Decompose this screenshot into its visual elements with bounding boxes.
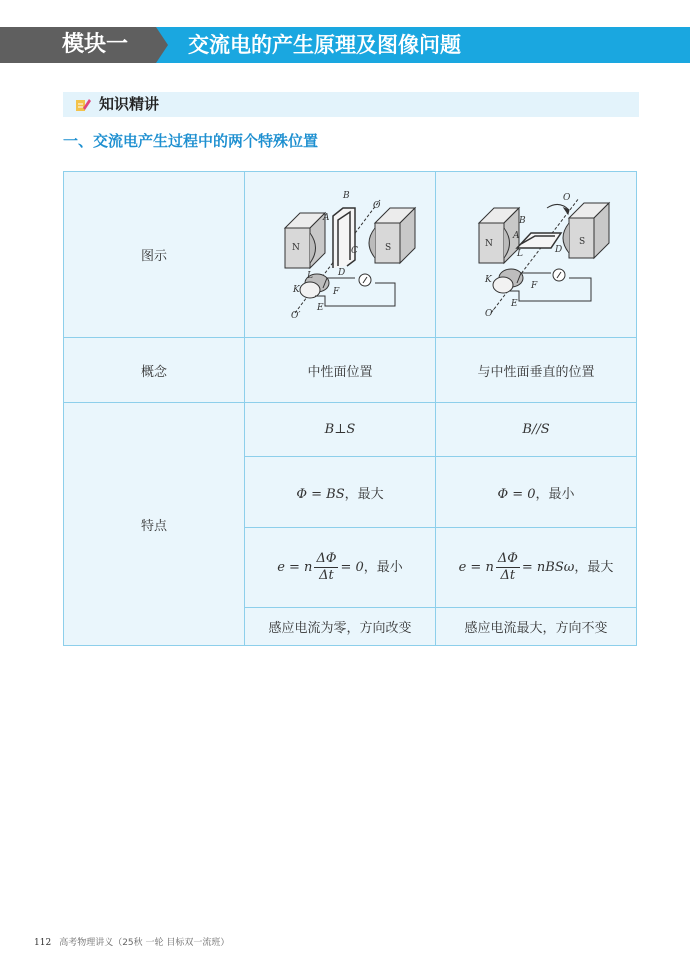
- feature-b-parallel-s: B//S: [436, 403, 637, 457]
- label-f: F: [531, 280, 538, 291]
- label-o-prime: O′: [485, 308, 495, 319]
- label-a: A: [513, 230, 520, 241]
- table-row: [64, 403, 637, 457]
- label-f: F: [333, 286, 340, 297]
- emf-fraction: [314, 551, 338, 584]
- label-s: S: [385, 242, 392, 253]
- generator-diagram-neutral: [255, 178, 425, 328]
- feature-flux-neutral: [245, 457, 436, 528]
- concept-neutral: 中性面位置: [245, 338, 436, 403]
- emf-suffix: ，最大: [574, 560, 614, 575]
- page-number: 112: [34, 938, 52, 948]
- label-d: D: [338, 267, 346, 278]
- label-e: E: [317, 302, 324, 313]
- flux-suffix: ，最小: [535, 486, 575, 502]
- flux-expr: Φ = 0: [497, 486, 536, 502]
- feature-current-neutral: 感应电流为零，方向改变: [245, 608, 436, 646]
- module-title: 交流电的产生原理及图像问题: [188, 33, 461, 57]
- label-e: E: [511, 298, 518, 309]
- emf-rhs: = nBSω: [521, 560, 575, 575]
- footer-text: 高考物理讲义（25秋 一轮 目标双一流班）: [59, 938, 230, 948]
- label-l: L: [517, 248, 523, 259]
- note-pencil-icon: [75, 97, 91, 112]
- emf-suffix: ，最小: [363, 560, 403, 575]
- figure-neutral-plane-cell: [245, 172, 436, 338]
- fraction-numerator: ΔΦ: [316, 551, 337, 566]
- emf-fraction: [496, 551, 520, 584]
- label-n: N: [485, 238, 493, 249]
- label-k: K: [293, 284, 300, 295]
- label-o: O: [563, 192, 571, 203]
- fraction-numerator: ΔΦ: [497, 551, 518, 566]
- label-l: L: [307, 270, 313, 281]
- feature-emf-perpendicular: [436, 528, 637, 608]
- label-c: C: [351, 245, 358, 256]
- generator-diagram-perpendicular: [451, 178, 621, 328]
- row-label-diagram: 图示: [64, 172, 245, 338]
- fraction-denominator: Δt: [319, 568, 334, 583]
- label-o-prime: O′: [291, 310, 301, 321]
- table-row: [64, 338, 637, 403]
- section-title: 一、交流电产生过程中的两个特殊位置: [63, 132, 319, 150]
- flux-suffix: ，最大: [344, 486, 384, 502]
- label-b: B: [343, 190, 350, 201]
- comparison-table: [63, 171, 637, 646]
- flux-expr: Φ = BS: [296, 486, 345, 502]
- label-b: B: [519, 215, 526, 226]
- fraction-denominator: Δt: [500, 568, 516, 583]
- page-footer: [34, 935, 229, 948]
- emf-rhs: = 0: [340, 560, 364, 575]
- table-row: [64, 172, 637, 338]
- knowledge-bar: [63, 92, 639, 117]
- feature-current-perpendicular: 感应电流最大，方向不变: [436, 608, 637, 646]
- feature-emf-neutral: [245, 528, 436, 608]
- knowledge-label: 知识精讲: [99, 95, 160, 113]
- emf-lhs: e = n: [277, 560, 313, 575]
- module-label: 模块一: [62, 32, 129, 57]
- row-label-concept: 概念: [64, 338, 245, 403]
- label-s: S: [579, 236, 586, 247]
- figure-perpendicular-cell: [436, 172, 637, 338]
- label-n: N: [292, 242, 300, 253]
- feature-b-perp-s: B⊥S: [245, 403, 436, 457]
- label-a: A: [323, 212, 330, 223]
- label-d: D: [555, 244, 563, 255]
- emf-lhs: e = n: [458, 560, 494, 575]
- feature-flux-perpendicular: [436, 457, 637, 528]
- label-o: O: [373, 200, 381, 211]
- concept-perpendicular: 与中性面垂直的位置: [436, 338, 637, 403]
- row-label-feature: 特点: [64, 403, 245, 646]
- module-header: [0, 27, 690, 63]
- label-k: K: [485, 274, 492, 285]
